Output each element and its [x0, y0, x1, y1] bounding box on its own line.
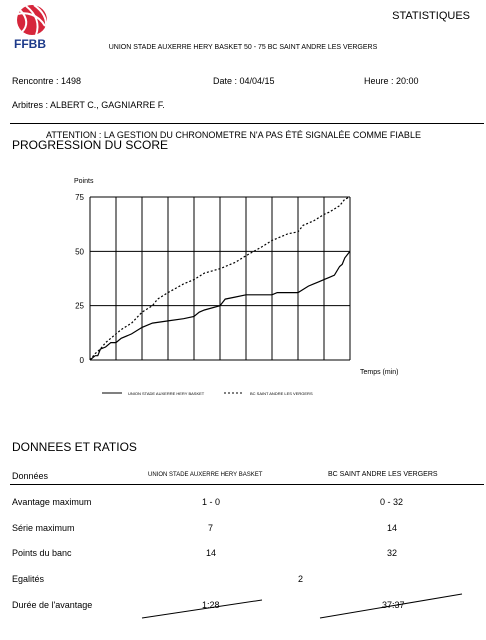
row-value-team2: 37:37	[382, 600, 405, 610]
donnees-col-label: Données	[12, 471, 49, 481]
row-label: Série maximum	[12, 523, 75, 533]
chart-legend	[102, 391, 313, 396]
donnees-title: DONNEES ET RATIOS	[12, 440, 137, 454]
row-value-team2: 0 - 32	[380, 497, 404, 507]
page-title: STATISTIQUES	[392, 10, 470, 22]
progression-title: PROGRESSION DU SCORE	[12, 138, 169, 152]
warning-text: ATTENTION : LA GESTION DU CHRONOMETRE N'A PAS ÉTÉ SIGNALÉE COMME FIABLE	[46, 130, 421, 140]
score-chart	[0, 160, 486, 410]
row-value-team1: 7	[208, 523, 214, 533]
match-title: UNION STADE AUXERRE HERY BASKET 50 - 75 BC SAINT ANDRE LES VERGERS	[108, 44, 378, 51]
strike-lines	[0, 580, 486, 640]
y-tick-label: 75	[75, 193, 84, 202]
row-value-team2: 32	[387, 548, 398, 558]
team2-header: BC SAINT ANDRE LES VERGERS	[328, 471, 438, 478]
divider	[10, 123, 484, 124]
date-label: Date : 04/04/15	[213, 76, 275, 86]
row-value-team2: 14	[387, 523, 398, 533]
y-tick-label: 25	[75, 301, 84, 311]
row-label: Egalités	[12, 574, 45, 584]
row-label: Durée de l'avantage	[12, 600, 93, 610]
strike-team2	[320, 594, 462, 618]
strike-team1	[142, 600, 262, 618]
row-value-shared: 2	[298, 574, 304, 584]
table-divider	[10, 484, 484, 485]
row-label: Points du banc	[12, 548, 72, 558]
team1-header: UNION STADE AUXERRE HERY BASKET	[148, 472, 263, 478]
row-value-team1: 14	[206, 548, 217, 558]
row-value-team1: 1:28	[202, 600, 220, 610]
y-tick-label: 0	[79, 356, 84, 365]
logo-text: FFBB	[14, 37, 46, 51]
y-axis-label: Points	[74, 178, 94, 185]
row-label: Avantage maximum	[12, 497, 92, 507]
arbitres-label: Arbitres : ALBERT C., GAGNIARRE F.	[12, 100, 165, 110]
heure-label: Heure : 20:00	[364, 76, 419, 86]
legend-label: UNION STADE AUXERRE HERY BASKET	[128, 391, 205, 396]
x-axis-label: Temps (min)	[360, 369, 399, 376]
legend-label: BC SAINT ANDRE LES VERGERS	[250, 391, 313, 396]
row-value-team1: 1 - 0	[202, 497, 221, 507]
y-tick-label: 50	[75, 247, 84, 257]
rencontre-label: Rencontre : 1498	[12, 76, 82, 86]
